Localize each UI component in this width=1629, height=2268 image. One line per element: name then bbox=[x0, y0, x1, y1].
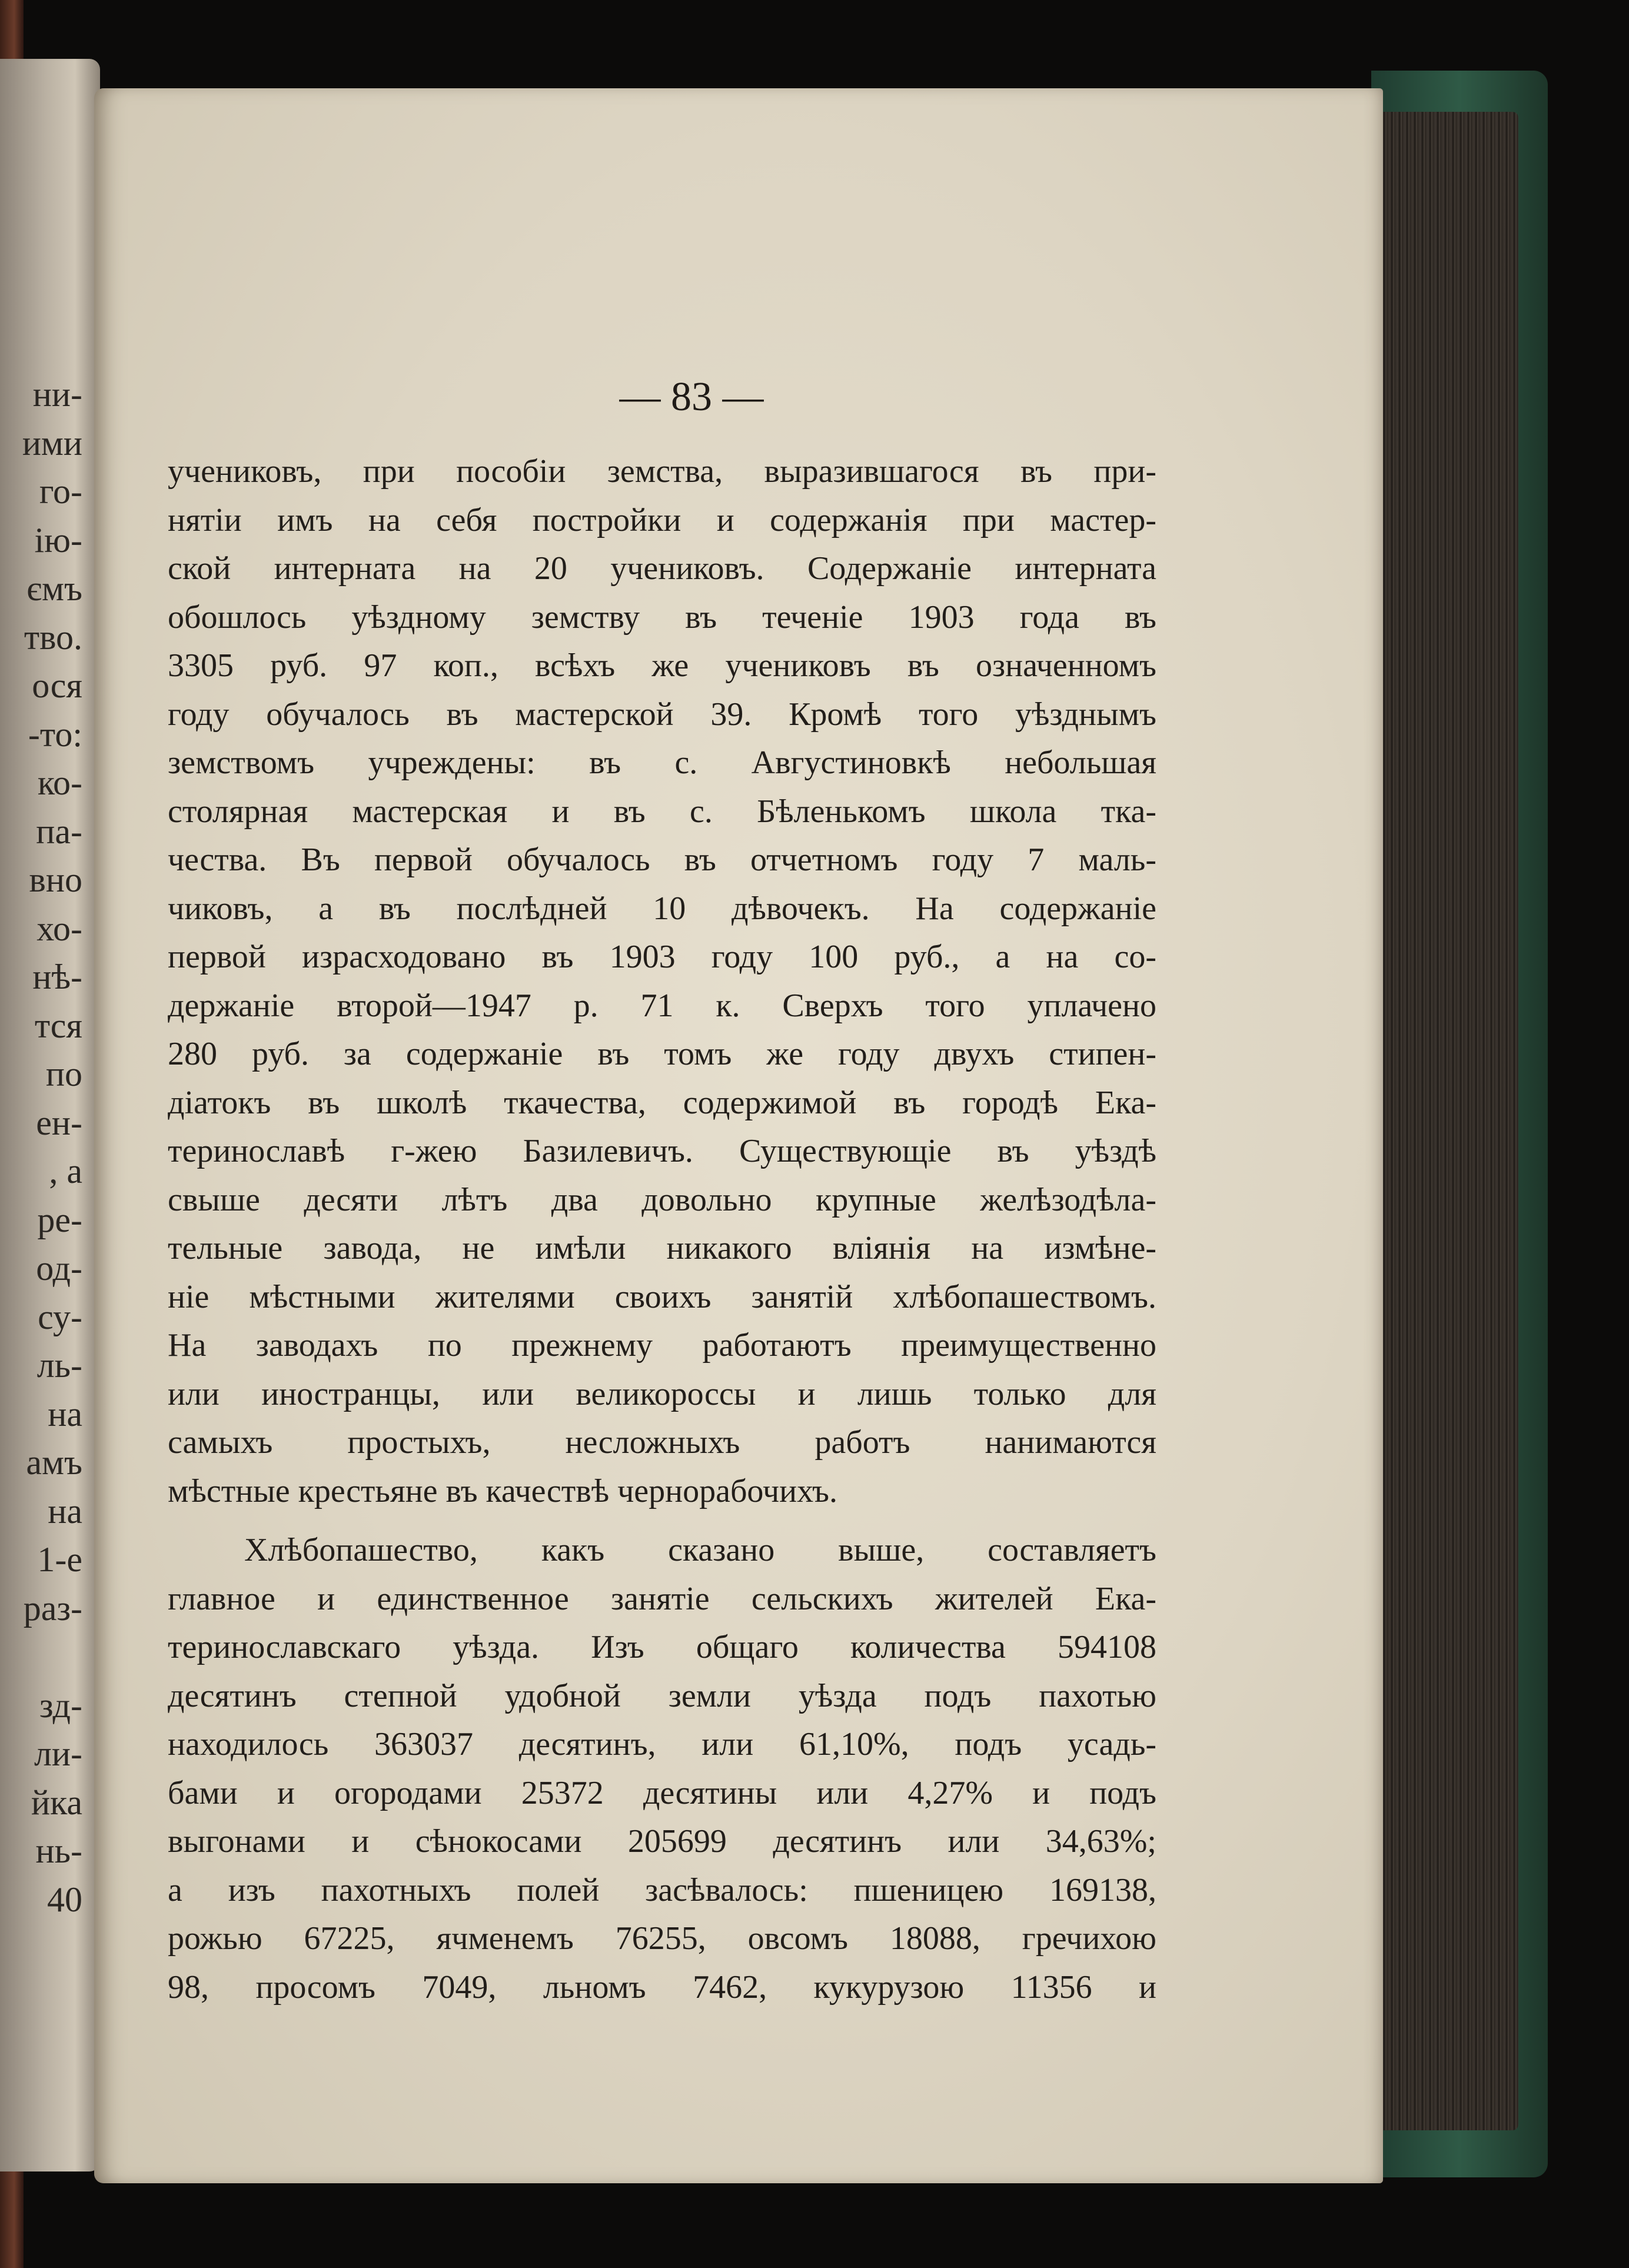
previous-page-fragment: нь- bbox=[35, 1831, 82, 1870]
previous-page-fragment: , а bbox=[49, 1152, 82, 1190]
text-line: выгонами и сѣнокосами 205699 десятинъ или 34,63%; bbox=[168, 1823, 1156, 1860]
paragraph-gap bbox=[168, 1515, 1156, 1526]
text-line: главное и единственное занятiе сельскихъ жителей Ека- bbox=[168, 1580, 1156, 1617]
text-line: самыхъ простыхъ, несложныхъ работъ нанимаются bbox=[168, 1424, 1156, 1461]
text-line: году обучалось въ мастерской 39. Кромѣ того уѣзднымъ bbox=[168, 696, 1156, 733]
previous-page-fragment: ими bbox=[22, 423, 82, 463]
previous-page-fragment: -то: bbox=[28, 714, 82, 754]
text-line: нiе мѣстными жителями своихъ занятiй хлѣбопашествомъ. bbox=[168, 1278, 1156, 1315]
text-line: или иностранцы, или великороссы и лишь только для bbox=[168, 1375, 1156, 1412]
previous-page-fragment: 40 bbox=[47, 1880, 82, 1919]
previous-page-fragment: зд- bbox=[39, 1685, 82, 1725]
text-line: учениковъ, при пособiи земства, выразившагося въ при- bbox=[168, 453, 1156, 490]
previous-page-fragment: ре- bbox=[37, 1200, 82, 1239]
page-number-text: — 83 — bbox=[619, 374, 764, 420]
book-page bbox=[94, 88, 1383, 2183]
previous-page-fragment: 1-е bbox=[37, 1540, 82, 1579]
page-stack-edges bbox=[1371, 112, 1518, 2130]
text-line: бами и огородами 25372 десятины или 4,27% и подъ bbox=[168, 1774, 1156, 1811]
text-line: находилось 363037 десятинъ, или 61,10%, подъ усадь- bbox=[168, 1726, 1156, 1762]
previous-page-fragment: тся bbox=[34, 1006, 82, 1045]
text-line: тельные завода, не имѣли никакого влiянiя на измѣне- bbox=[168, 1230, 1156, 1266]
text-line: обошлось уѣздному земству въ теченiе 1903 года въ bbox=[168, 598, 1156, 636]
previous-page-fragment: су- bbox=[38, 1297, 82, 1336]
text-line: 280 руб. за содержанiе въ томъ же году двухъ стипен- bbox=[168, 1036, 1156, 1072]
text-line: столярная мастерская и въ с. Бѣленькомъ школа тка- bbox=[168, 793, 1156, 830]
text-line: держанiе второй—1947 р. 71 к. Сверхъ того уплачено bbox=[168, 987, 1156, 1024]
previous-page-fragment: на bbox=[48, 1491, 82, 1531]
previous-page-edge bbox=[0, 59, 100, 2171]
text-line: рожью 67225, ячменемъ 76255, овсомъ 18088, гречихою bbox=[168, 1920, 1156, 1957]
previous-page-fragment: по bbox=[45, 1055, 82, 1093]
previous-page-fragment: ни- bbox=[32, 375, 82, 414]
text-line: 3305 руб. 97 коп., всѣхъ же учениковъ въ означенномъ bbox=[168, 647, 1156, 684]
previous-page-fragment: па- bbox=[36, 812, 82, 851]
previous-page-fragment: нѣ- bbox=[32, 957, 82, 996]
text-line: нятiи имъ на себя постройки и содержанiя при мастер- bbox=[168, 501, 1156, 538]
text-line: свыше десяти лѣтъ два довольно крупные желѣзодѣла- bbox=[168, 1181, 1156, 1218]
previous-page-fragment: ію- bbox=[34, 520, 82, 560]
text-line: дiатокъ въ школѣ ткачества, содержимой въ городѣ Ека- bbox=[168, 1084, 1156, 1121]
previous-page-fragment: од- bbox=[36, 1249, 82, 1288]
previous-page-fragment: вно bbox=[29, 860, 82, 899]
previous-page-fragment: ося bbox=[32, 666, 82, 705]
text-line: а изъ пахотныхъ полей засѣвалось: пшеницею 169138, bbox=[168, 1871, 1156, 1908]
previous-page-fragment: ен- bbox=[36, 1103, 82, 1142]
text-line: Хлѣбопашество, какъ сказано выше, составляетъ bbox=[244, 1532, 1156, 1568]
body-text bbox=[168, 447, 1156, 2011]
previous-page-fragment: ли- bbox=[34, 1734, 82, 1773]
page-number bbox=[94, 374, 1383, 421]
previous-page-fragment: ль- bbox=[36, 1346, 82, 1385]
previous-page-fragment: амъ bbox=[26, 1443, 82, 1482]
previous-page-fragment: йка bbox=[31, 1783, 82, 1822]
text-line: чиковъ, а въ послѣдней 10 дѣвочекъ. На содержанiе bbox=[168, 890, 1156, 927]
previous-page-fragment: на bbox=[48, 1394, 82, 1434]
text-line: чества. Въ первой обучалось въ отчетномъ году 7 маль- bbox=[168, 842, 1156, 878]
text-line: первой израсходовано въ 1903 году 100 руб., а на со- bbox=[168, 939, 1156, 975]
previous-page-fragment: раз- bbox=[23, 1588, 82, 1628]
text-line: теринославѣ г-жею Базилевичъ. Существующiе въ уѣздѣ bbox=[168, 1133, 1156, 1169]
text-line: На заводахъ по прежнему работаютъ преимущественно bbox=[168, 1327, 1156, 1364]
previous-page-fragment: ко- bbox=[37, 763, 82, 802]
text-line: мѣстные крестьяне въ качествѣ чернорабочихъ. bbox=[168, 1472, 837, 1509]
text-line: десятинъ степной удобной земли уѣзда подъ пахотью bbox=[168, 1677, 1156, 1714]
text-line: 98, просомъ 7049, льномъ 7462, кукурузою 11356 и bbox=[168, 1968, 1156, 2006]
previous-page-fragment: хо- bbox=[36, 909, 82, 948]
previous-page-fragment: тво. bbox=[24, 617, 82, 657]
text-line: теринославскаго уѣзда. Изъ общаго количества 594108 bbox=[168, 1629, 1156, 1665]
text-line: земствомъ учреждены: въ с. Августиновкѣ небольшая bbox=[168, 744, 1156, 781]
text-line: ской интерната на 20 учениковъ. Содержанiе интерната bbox=[168, 550, 1156, 587]
previous-page-fragment: го- bbox=[39, 472, 82, 511]
previous-page-fragment: ємъ bbox=[26, 569, 82, 608]
